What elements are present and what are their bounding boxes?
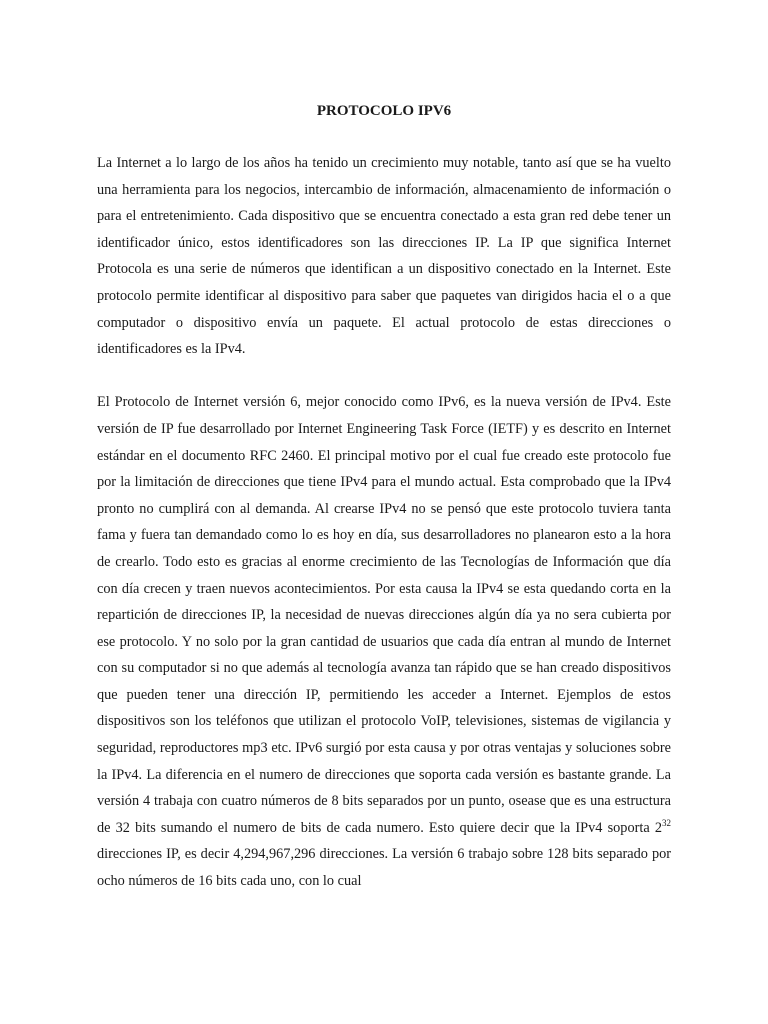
exponent-superscript: 32 (662, 818, 671, 829)
document-body (97, 150, 671, 895)
paragraph-ipv6-text-b: direcciones IP, es decir 4,294,967,296 direcciones. La versión 6 trabajo sobre 128 bits separado por ocho números de 16 bits cada uno, con lo cual (97, 846, 671, 890)
paragraph-intro: La Internet a lo largo de los años ha tenido un crecimiento muy notable, tanto así que se ha vuelto una herramienta para los negocios, intercambio de información, almacenamiento de información o para el entretenimiento. Cada dispositivo que se encuentra conectado a esta gran red debe tener un identificador único, estos identificadores son las direcciones IP. La IP que significa Internet Protocola es una serie de números que identifican a un dispositivo conectado en la Internet. Este protocolo permite identificar al dispositivo para saber que paquetes van dirigidos hacia el o a que computador o dispositivo envía un paquete. El actual protocolo de estas direcciones o identificadores es la IPv4. (97, 155, 671, 358)
document-title: PROTOCOLO IPV6 (316, 103, 452, 119)
paragraph-ipv6-text-a: El Protocolo de Internet versión 6, mejor conocido como IPv6, es la nueva versión de IPv4. Este versión de IP fue desarrollado por Internet Engineering Task Force (IETF) y es descrito en Internet estándar en el documento RFC 2460. El principal motivo por el cual fue creado este protocolo fue por la limitación de direcciones que tiene IPv4 para el mundo actual. Esta comprobado que la IPv4 pronto no cumplirá con al demanda. Al crearse IPv4 no se pensó que este protocolo tuviera tanta fama y fuera tan demandado como lo es hoy en día, sus desarrolladores no planearon esto a la hora de crearlo. Todo esto es gracias al enorme crecimiento de las Tecnologías de Información que día con día crecen y traen nuevos acontecimientos. Por esta causa la IPv4 se esta quedando corta en la repartición de direcciones IP, la necesidad de nuevas direcciones algún día ya no sera cubierta por ese protocolo. Y no solo por la gran cantidad de usuarios que cada día entran al mundo de Internet con su computador si no que además al tecnología avanza tan rápido que se han creado dispositivos que pueden tener una dirección IP, permitiendo les acceder a Internet. Ejemplos de estos dispositivos son los teléfonos que utilizan el protocolo VoIP, televisiones, sistemas de vigilancia y seguridad, reproductores mp3 etc. IPv6 surgió por esta causa y por otras ventajas y soluciones sobre la IPv4. La diferencia en el numero de direcciones que soporta cada versión es bastante grande. La versión 4 trabaja con cuatro números de 8 bits separados por un punto, osease que es una estructura de 32 bits sumando el numero de bits de cada numero. Esto quiere decir que la IPv4 soporta 2 (97, 394, 671, 836)
paragraph-ipv6 (97, 389, 671, 894)
